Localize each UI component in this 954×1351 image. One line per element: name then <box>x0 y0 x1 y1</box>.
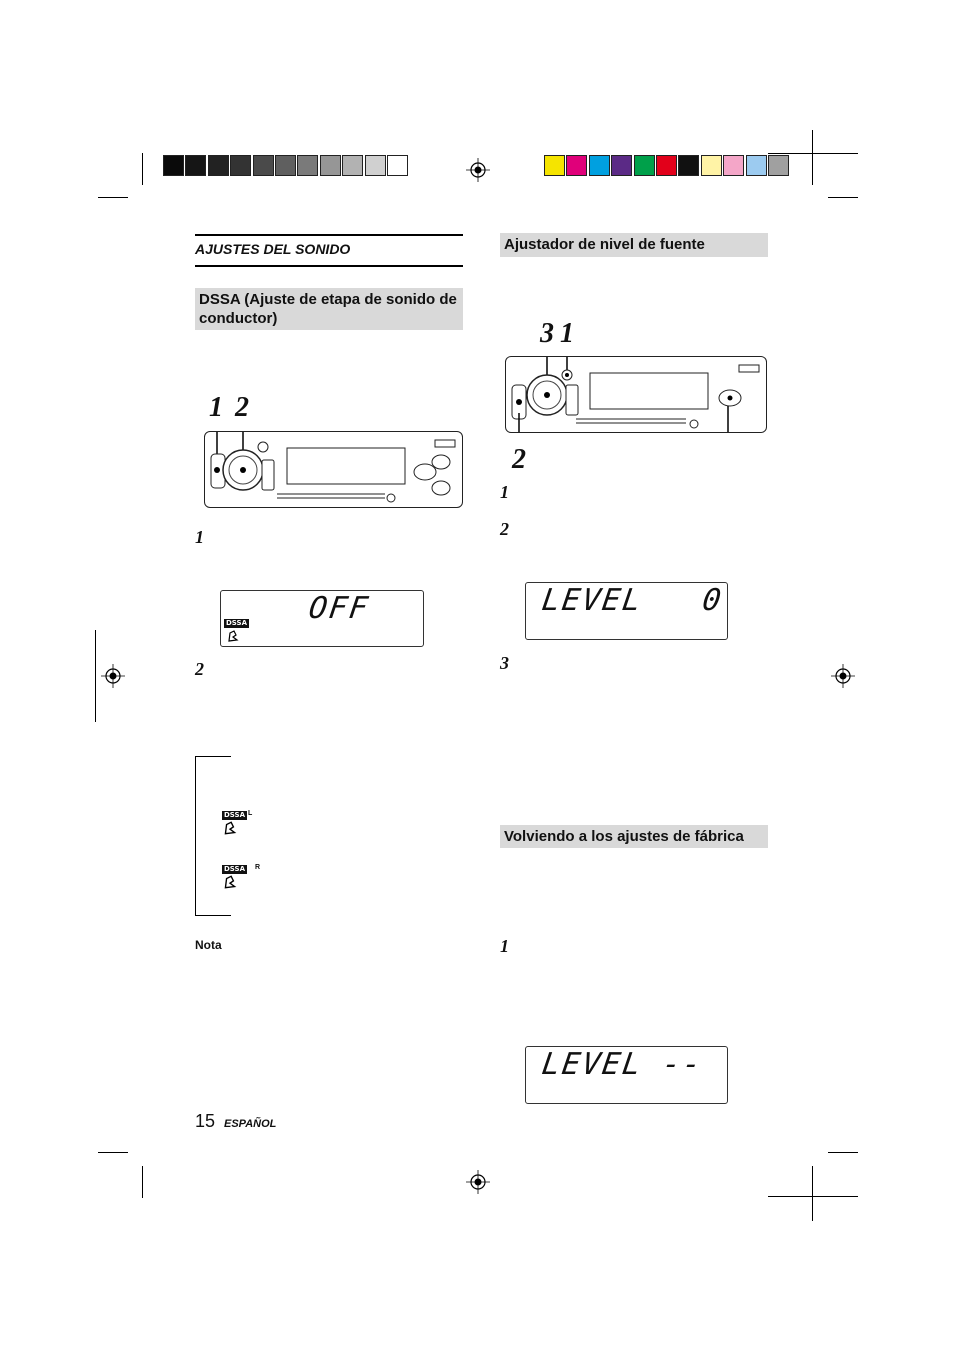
color-swatch <box>611 155 632 176</box>
registration-target-icon <box>831 664 855 688</box>
color-swatch <box>320 155 341 176</box>
lcd-display <box>220 590 424 647</box>
color-swatch <box>275 155 296 176</box>
lcd-display <box>525 1046 728 1104</box>
step-number: 2 <box>195 659 204 679</box>
callout-number: 1 <box>560 318 574 349</box>
color-swatch <box>723 155 744 176</box>
cycle-left-label: L <box>248 810 253 817</box>
section-title: AJUSTES DEL SONIDO <box>195 241 351 257</box>
crop-mark <box>98 197 128 198</box>
crop-mark <box>142 153 143 185</box>
cycle-bracket <box>195 756 231 916</box>
lcd-text: LEVEL -- <box>539 1047 706 1082</box>
section-rule-bottom <box>195 265 463 267</box>
color-swatch <box>253 155 274 176</box>
car-stereo-faceplate <box>506 357 766 432</box>
color-swatch <box>678 155 699 176</box>
registration-target-icon <box>466 1170 490 1194</box>
note-label: Nota <box>195 938 222 952</box>
color-swatch <box>634 155 655 176</box>
dssa-badge: DSSA <box>224 811 245 819</box>
dssa-badge: DSSA <box>224 865 245 873</box>
color-swatch <box>566 155 587 176</box>
factory-reset-heading: Volviendo a los ajustes de fábrica <box>500 825 768 848</box>
color-swatch <box>746 155 767 176</box>
crop-mark <box>768 153 858 154</box>
driver-seat-icon <box>222 820 238 836</box>
lcd-text: OFF <box>306 591 372 626</box>
color-swatch <box>656 155 677 176</box>
lcd-display <box>525 582 728 640</box>
callout-number: 1 <box>209 392 223 423</box>
crop-mark <box>95 630 96 722</box>
step-number: 3 <box>500 653 509 673</box>
driver-seat-icon <box>222 874 238 890</box>
crop-mark <box>98 1152 128 1153</box>
color-swatch <box>768 155 789 176</box>
language-label: ESPAÑOL <box>224 1118 277 1130</box>
callout-number: 2 <box>235 392 249 423</box>
source-level-heading: Ajustador de nivel de fuente <box>500 233 768 257</box>
page-number: 15 <box>195 1111 216 1131</box>
crop-mark <box>828 197 858 198</box>
driver-seat-icon <box>226 629 240 643</box>
callout-number: 2 <box>512 444 526 475</box>
color-swatch <box>163 155 184 176</box>
color-swatch <box>544 155 565 176</box>
dssa-badge: DSSA <box>226 619 247 627</box>
color-swatch <box>208 155 229 176</box>
crop-mark <box>828 1152 858 1153</box>
color-swatch <box>297 155 318 176</box>
cycle-right-label: R <box>255 864 261 871</box>
lcd-text: LEVEL 0 <box>539 583 726 618</box>
color-swatch <box>387 155 408 176</box>
color-swatch <box>701 155 722 176</box>
registration-target-icon <box>101 664 125 688</box>
crop-mark <box>812 130 813 185</box>
registration-target-icon <box>466 158 490 182</box>
step-number: 2 <box>500 519 509 539</box>
step-number: 1 <box>500 936 509 956</box>
step-number: 1 <box>195 527 204 547</box>
color-swatch <box>589 155 610 176</box>
crop-mark <box>768 1196 858 1197</box>
color-swatch <box>230 155 251 176</box>
dssa-heading: DSSA (Ajuste de etapa de sonido de conductor) <box>195 288 463 330</box>
step-number: 1 <box>500 482 509 502</box>
car-stereo-unit <box>204 431 463 508</box>
callout-number: 3 <box>540 318 554 349</box>
car-stereo-unit <box>505 356 767 433</box>
color-swatch <box>342 155 363 176</box>
color-swatch <box>185 155 206 176</box>
crop-mark <box>142 1166 143 1198</box>
section-rule-top <box>195 234 463 236</box>
color-swatch <box>365 155 386 176</box>
car-stereo-faceplate <box>205 432 462 507</box>
crop-mark <box>812 1166 813 1221</box>
